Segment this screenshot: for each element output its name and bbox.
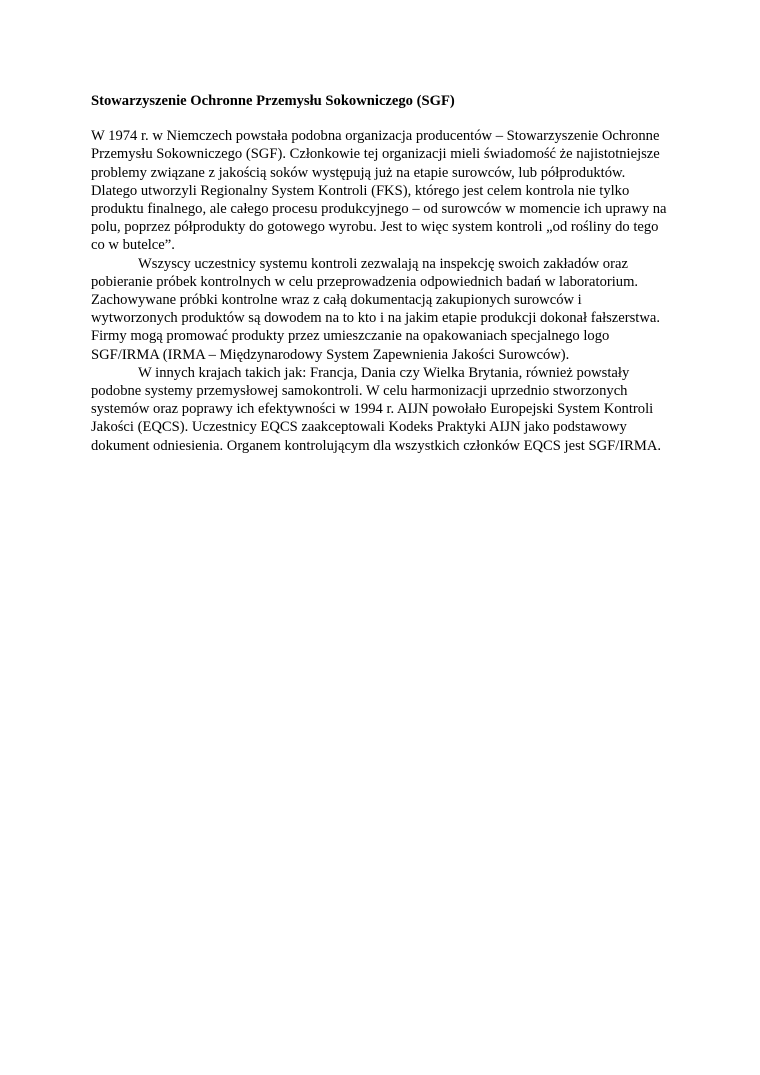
paragraph-3: W innych krajach takich jak: Francja, Dania czy Wielka Brytania, również powstały podobne systemy przemysłowej samokontroli. W celu harmonizacji uprzednio stworzonych systemów oraz poprawy ich efektywności w 1994 r. AIJN powołało Europejski System Kontroli Jakości (EQCS). Uczestnicy EQCS zaakceptowali Kodeks Praktyki AIJN jako podstawowy dokument odniesienia. Organem kontrolującym dla wszystkich członków EQCS jest SGF/IRMA. bbox=[91, 364, 662, 454]
document-body bbox=[91, 92, 671, 455]
document-title: Stowarzyszenie Ochronne Przemysłu Sokowniczego (SGF) bbox=[91, 93, 455, 109]
paragraph-1: W 1974 r. w Niemczech powstała podobna organizacja producentów – Stowarzyszenie Ochronne Przemysłu Sokowniczego (SGF). Członkowie tej organizacji mieli świadomość że najistotniejsze problemy związane z jakością soków występują już na etapie surowców, lub półproduktów. Dlatego utworzyli Regionalny System Kontroli (FKS), którego jest celem kontrola nie tylko produktu finalnego, ale całego procesu produkcyjnego – od surowców w momencie ich uprawy na polu, poprzez półprodukty do gotowego wyrobu. Jest to więc system kontroli „od rośliny do tego co w butelce”. bbox=[91, 128, 667, 254]
paragraph-2: Wszyscy uczestnicy systemu kontroli zezwalają na inspekcję swoich zakładów oraz pobieranie próbek kontrolnych w celu przeprowadzenia odpowiednich badań w laboratorium. Zachowywane próbki kontrolne wraz z całą dokumentacją zakupionych surowców i wytworzonych produktów są dowodem na to kto i na jakim etapie produkcji dokonał fałszerstwa. Firmy mogą promować produkty przez umieszczanie na opakowaniach specjalnego logo SGF/IRMA (IRMA – Międzynarodowy System Zapewnienia Jakości Surowców). bbox=[91, 255, 661, 363]
